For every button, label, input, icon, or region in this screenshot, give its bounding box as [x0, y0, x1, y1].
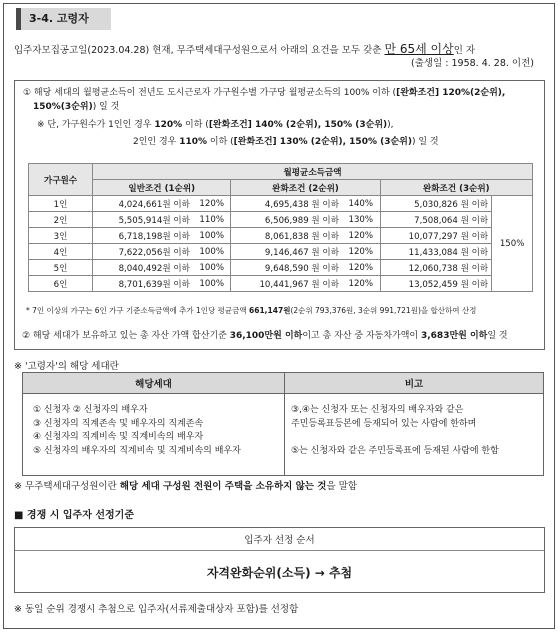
- competition-title: ■ 경쟁 시 입주자 선정기준: [14, 510, 134, 521]
- elder-title: ※ '고령자'의 해당 세대란: [14, 361, 119, 372]
- cond1-line3-d: [완화조건] 140% (2순위), 150% (3순위): [208, 120, 388, 130]
- general-pct: 100%: [193, 228, 231, 244]
- general-value: 8,040,492원 이하: [93, 260, 193, 276]
- relax2-pct: 120%: [342, 244, 380, 260]
- elder-remark-line: ⑤는 신청자와 같은 주민등록표에 등재된 사람에 한함: [291, 445, 499, 456]
- table-row: [29, 244, 533, 260]
- table-row: [29, 228, 533, 244]
- note-house-a: ※ 무주택세대구성원이란: [14, 481, 120, 492]
- note7-b: 661,147원: [249, 306, 291, 315]
- general-pct: 110%: [193, 212, 231, 228]
- intro-age: 만 65세 이상: [384, 42, 454, 56]
- elder-remark-line: [291, 431, 543, 445]
- table-row: [29, 212, 533, 228]
- general-value: 8,701,639원 이하: [93, 276, 193, 292]
- relax2-value: 9,146,467 원 이하: [231, 244, 342, 260]
- elder-member-line: ④ 신청자의 직계비속 및 직계비속의 배우자: [33, 432, 204, 442]
- relax3-header: 완화조건 (3순위): [380, 180, 532, 196]
- relax2-pct: 140%: [342, 196, 380, 212]
- cond1-line3-e: ),: [387, 120, 394, 130]
- condition-1-line2: [33, 101, 119, 114]
- elder-table-body: [23, 393, 543, 475]
- cond1-line4-b: 110%: [179, 137, 208, 147]
- elder-members: [23, 394, 285, 475]
- elder-member-line: ⑤ 신청자의 배우자의 직계비속 및 직계비속의 배우자: [33, 445, 241, 456]
- relax2-pct: 120%: [342, 228, 380, 244]
- intro-line1-c: 인 자: [453, 45, 476, 56]
- row-household: 2인: [29, 212, 93, 228]
- elder-remarks: [285, 394, 543, 475]
- elder-head-left: 해당세대: [23, 373, 285, 393]
- general-pct: 100%: [193, 276, 231, 292]
- section-title: 3-4. 고령자: [16, 8, 111, 30]
- relax2-value: 4,695,438 원 이하: [231, 196, 342, 212]
- cond1-line4-d: [완화조건] 130% (2순위), 150% (3순위): [233, 137, 412, 147]
- note7-a: * 7인 이상의 가구는 6인 가구 기준소득금액에 추가 1인당 평균금액: [26, 306, 250, 315]
- note-7-persons: [26, 305, 476, 316]
- asset-e: 일 것: [487, 331, 508, 341]
- general-pct: 120%: [193, 196, 231, 212]
- competition-head: 입주자 선정 순서: [15, 528, 544, 551]
- competition-value: 자격완화순위(소득) → 추첨: [206, 565, 353, 580]
- row-household: 5인: [29, 260, 93, 276]
- condition-1: [23, 87, 505, 100]
- row-household: 4인: [29, 244, 93, 260]
- general-pct: 100%: [193, 260, 231, 276]
- relax2-value: 6,506,989 원 이하: [231, 212, 342, 228]
- competition-box: [14, 527, 545, 593]
- elder-table-header: [23, 373, 543, 393]
- income-header: 월평균소득금액: [93, 164, 533, 180]
- relax3-value: 12,060,738 원 이하: [380, 260, 492, 276]
- cond1-line2-b: ) 일 것: [92, 102, 120, 112]
- relax3-value: 10,077,297 원 이하: [380, 228, 492, 244]
- relax3-value: 5,030,826 원 이하: [380, 196, 492, 212]
- elder-head-right: 비고: [404, 379, 424, 390]
- household-header: 가구원수: [29, 164, 93, 196]
- row-household: 6인: [29, 276, 93, 292]
- table-row: [29, 276, 533, 292]
- general-value: 5,505,914원 이하: [93, 212, 193, 228]
- cond1-line4-e: ) 일 것: [412, 137, 439, 147]
- cond1-text-b: [완화조건] 120%(2순위),: [396, 88, 506, 98]
- income-table: [28, 163, 533, 292]
- cond1-line3-c: 이하 (: [182, 120, 209, 130]
- relax2-value: 9,648,590 원 이하: [231, 260, 342, 276]
- table-row: [29, 196, 533, 212]
- cond1-line3-b: 120%: [154, 120, 183, 130]
- condition-1-line3: [37, 119, 394, 132]
- intro-line1-a: 입주자모집공고일(2023.04.28) 현재, 무주택세대구성원으로서 아래의 요건을 모두 갖춘: [14, 45, 385, 56]
- table-row: [29, 260, 533, 276]
- general-value: 4,024,661원 이하: [93, 196, 193, 212]
- elder-table: [22, 372, 544, 476]
- relax2-pct: 120%: [342, 276, 380, 292]
- birth-date: (출생일 : 1958. 4. 28. 이전): [411, 58, 534, 69]
- note-lottery: ※ 동일 순위 경쟁시 추첨으로 입주자(서류제출대상자 포함)를 선정함: [14, 604, 299, 615]
- note-house-c: 을 말함: [326, 481, 358, 492]
- cond1-line4-c: 이하 (: [207, 137, 234, 147]
- relax2-value: 10,441,967 원 이하: [231, 276, 342, 292]
- relax2-pct: 130%: [342, 212, 380, 228]
- intro-text: [14, 42, 544, 69]
- row-household: 3인: [29, 228, 93, 244]
- relax3-value: 7,508,064 원 이하: [380, 212, 492, 228]
- general-pct: 100%: [193, 244, 231, 260]
- relax2-value: 8,061,838 원 이하: [231, 228, 342, 244]
- elder-member-line: ③ 신청자의 직계존속 및 배우자의 직계존속: [33, 418, 204, 429]
- relax2-pct: 120%: [342, 260, 380, 276]
- asset-b: 36,100만원 이하: [229, 331, 303, 341]
- note7-c: (2순위 793,376원, 3순위 991,721원)을 합산하여 산정: [290, 306, 477, 315]
- asset-d: 3,683만원 이하: [420, 331, 488, 341]
- relax3-value: 11,433,084 원 이하: [380, 244, 492, 260]
- relax2-header: 완화조건 (2순위): [231, 180, 380, 196]
- relax3-pct: 150%: [492, 196, 533, 292]
- cond1-line4-a: 2인인 경우: [133, 137, 180, 147]
- cond1-line2-a: 150%(3순위): [33, 102, 93, 112]
- asset-c: 이고 총 자산 중 자동차가액이: [302, 331, 421, 341]
- row-household: 1인: [29, 196, 93, 212]
- relax3-value: 13,052,459 원 이하: [380, 276, 492, 292]
- elder-remark-line: ③,④는 신청자 또는 신청자의 배우자와 같은: [291, 405, 464, 415]
- cond1-line3-a: ※ 단, 가구원수가 1인인 경우: [37, 120, 155, 130]
- condition-1-line4: [133, 136, 439, 149]
- elder-remark-line: 주민등록표등본에 등재되어 있는 사람에 한하며: [291, 418, 477, 429]
- general-value: 6,718,198원 이하: [93, 228, 193, 244]
- asset-a: ② 해당 세대가 보유하고 있는 총 자산 가액 합산기준: [22, 331, 230, 341]
- note-house-b: 해당 세대 구성원 전원이 주택을 소유하지 않는 것: [119, 481, 327, 492]
- elder-member-line: ① 신청자 ② 신청자의 배우자: [33, 405, 148, 415]
- asset-condition: [22, 328, 508, 341]
- general-value: 7,622,056원 이하: [93, 244, 193, 260]
- general-header: 일반조건 (1순위): [93, 180, 231, 196]
- cond1-text-a: ① 해당 세대의 월평균소득이 전년도 도시근로자 가구원수별 가구당 월평균소득의 100% 이하 (: [23, 88, 397, 98]
- note-homeless: [14, 478, 357, 492]
